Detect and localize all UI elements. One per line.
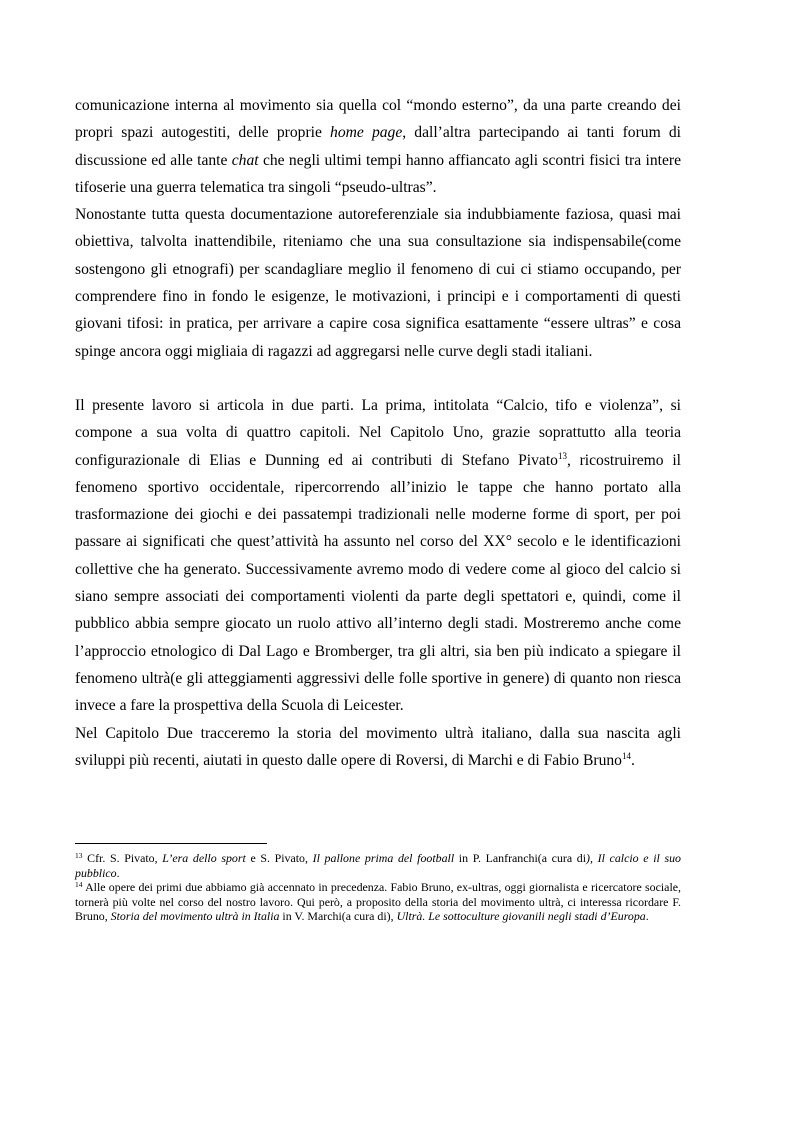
italic-text: Ultrà. Le sottoculture giovanili negli stadi d’Europa bbox=[396, 909, 646, 924]
text-run: e S. Pivato, bbox=[245, 851, 313, 865]
italic-text: chat bbox=[231, 151, 259, 169]
body-text bbox=[75, 92, 681, 774]
footnote bbox=[75, 851, 681, 880]
text-run: in V. Marchi(a cura di), bbox=[279, 909, 397, 924]
text-run: in P. Lanfranchi(a cura di bbox=[454, 851, 587, 865]
text-run: . bbox=[116, 865, 120, 880]
italic-text: Il pallone prima del football bbox=[312, 851, 455, 865]
footnote-marker: 14 bbox=[75, 880, 83, 890]
text-run: , ricostruiremo il fenomeno sportivo occidentale, ripercorrendo all’inizio le tappe che hanno portato alla trasformazione dei giochi e dei passatempi tradizionali nelle moderne forme di sport, per poi passare ai significati che quest’attività ha assunto nel corso del XX° secolo e le identificazioni collettive che ha generato. Successivamente avremo modo di vedere come al gioco del calcio si siano sempre associati dei comportamenti violenti da parte degli spettatori e, quindi, come il pubblico abbia sempre giocato un ruolo attivo all’interno degli stadi. Mostreremo anche come l’approccio etnologico di Dal Lago e Bromberger, tra gli altri, sia ben più indicato a spiegare il fenomeno ultrà(e gli atteggiamenti aggressivi delle folle sportive in genere) di quanto non riesca invece a fare la prospettiva della Scuola di Leicester. bbox=[75, 451, 681, 715]
text-run: Alle opere dei primi due abbiamo già accennato in precedenza. Fabio Bruno, ex-ultras, oggi giornalista e ricercatore sociale, tornerà più volte nel corso del nostro lavoro. Qui però, a proposito della storia del movimento ultrà, ci interessa ricordare F. Bruno, bbox=[75, 880, 681, 924]
text-run: . bbox=[630, 751, 635, 769]
text-run: comunicazione interna al movimento sia quella col “mondo esterno”, da una parte creando dei propri spazi autogestiti, delle proprie bbox=[75, 97, 681, 142]
footnote-marker: 13 bbox=[75, 851, 83, 860]
italic-text: L’era dello sport bbox=[162, 851, 246, 865]
paragraph bbox=[75, 92, 681, 201]
text-run: Cfr. S. Pivato, bbox=[82, 851, 163, 865]
text-run: Nonostante tutta questa documentazione autoreferenziale sia indubbiamente faziosa, quasi mai obiettiva, talvolta inattendibile, riteniamo che una sua consultazione sia indispensabile(come sostengono gli etnografi) per scandagliare meglio il fenomeno di cui ci stiamo occupando, per comprendere fino in fondo le esigenze, le motivazioni, i principi e i comportamenti di questi giovani tifosi: in pratica, per arrivare a capire cosa significa esattamente “essere ultras” e cosa spinge ancora oggi migliaia di ragazzi ad aggregarsi nelle curve degli stadi italiani. bbox=[75, 206, 681, 360]
footnote bbox=[75, 880, 681, 924]
paragraph bbox=[75, 720, 681, 775]
italic-text: ), Il calcio e il suo pubblico bbox=[75, 851, 681, 880]
text-run: Nel Capitolo Due tracceremo la storia del movimento ultrà italiano, dalla sua nascita agli sviluppi più recenti, aiutati in questo dalle opere di Roversi, di Marchi e di Fabio Bruno bbox=[75, 724, 681, 769]
italic-text: Storia del movimento ultrà in Italia bbox=[110, 909, 280, 924]
text-run: Il presente lavoro si articola in due parti. La prima, intitolata “Calcio, tifo e violenza”, si compone a sua volta di quattro capitoli. Nel Capitolo Uno, grazie soprattutto alla teoria configurazionale di Elias e Dunning ed ai contributi di Stefano Pivato bbox=[75, 396, 681, 469]
footnote-separator bbox=[75, 843, 267, 844]
italic-text: home page bbox=[330, 124, 403, 142]
paragraph bbox=[75, 201, 681, 365]
text-run: . bbox=[645, 909, 649, 924]
text-run: , dall’altra partecipando ai tanti forum di discussione ed alle tante bbox=[75, 124, 681, 169]
footnotes bbox=[75, 851, 681, 924]
text-run: che negli ultimi tempi hanno affiancato agli scontri fisici tra intere tifoserie una guerra telematica tra singoli “pseudo-ultras”. bbox=[75, 151, 681, 196]
paragraph bbox=[75, 392, 681, 720]
footnote-marker: 13 bbox=[557, 450, 567, 461]
footnote-marker: 14 bbox=[621, 750, 631, 761]
